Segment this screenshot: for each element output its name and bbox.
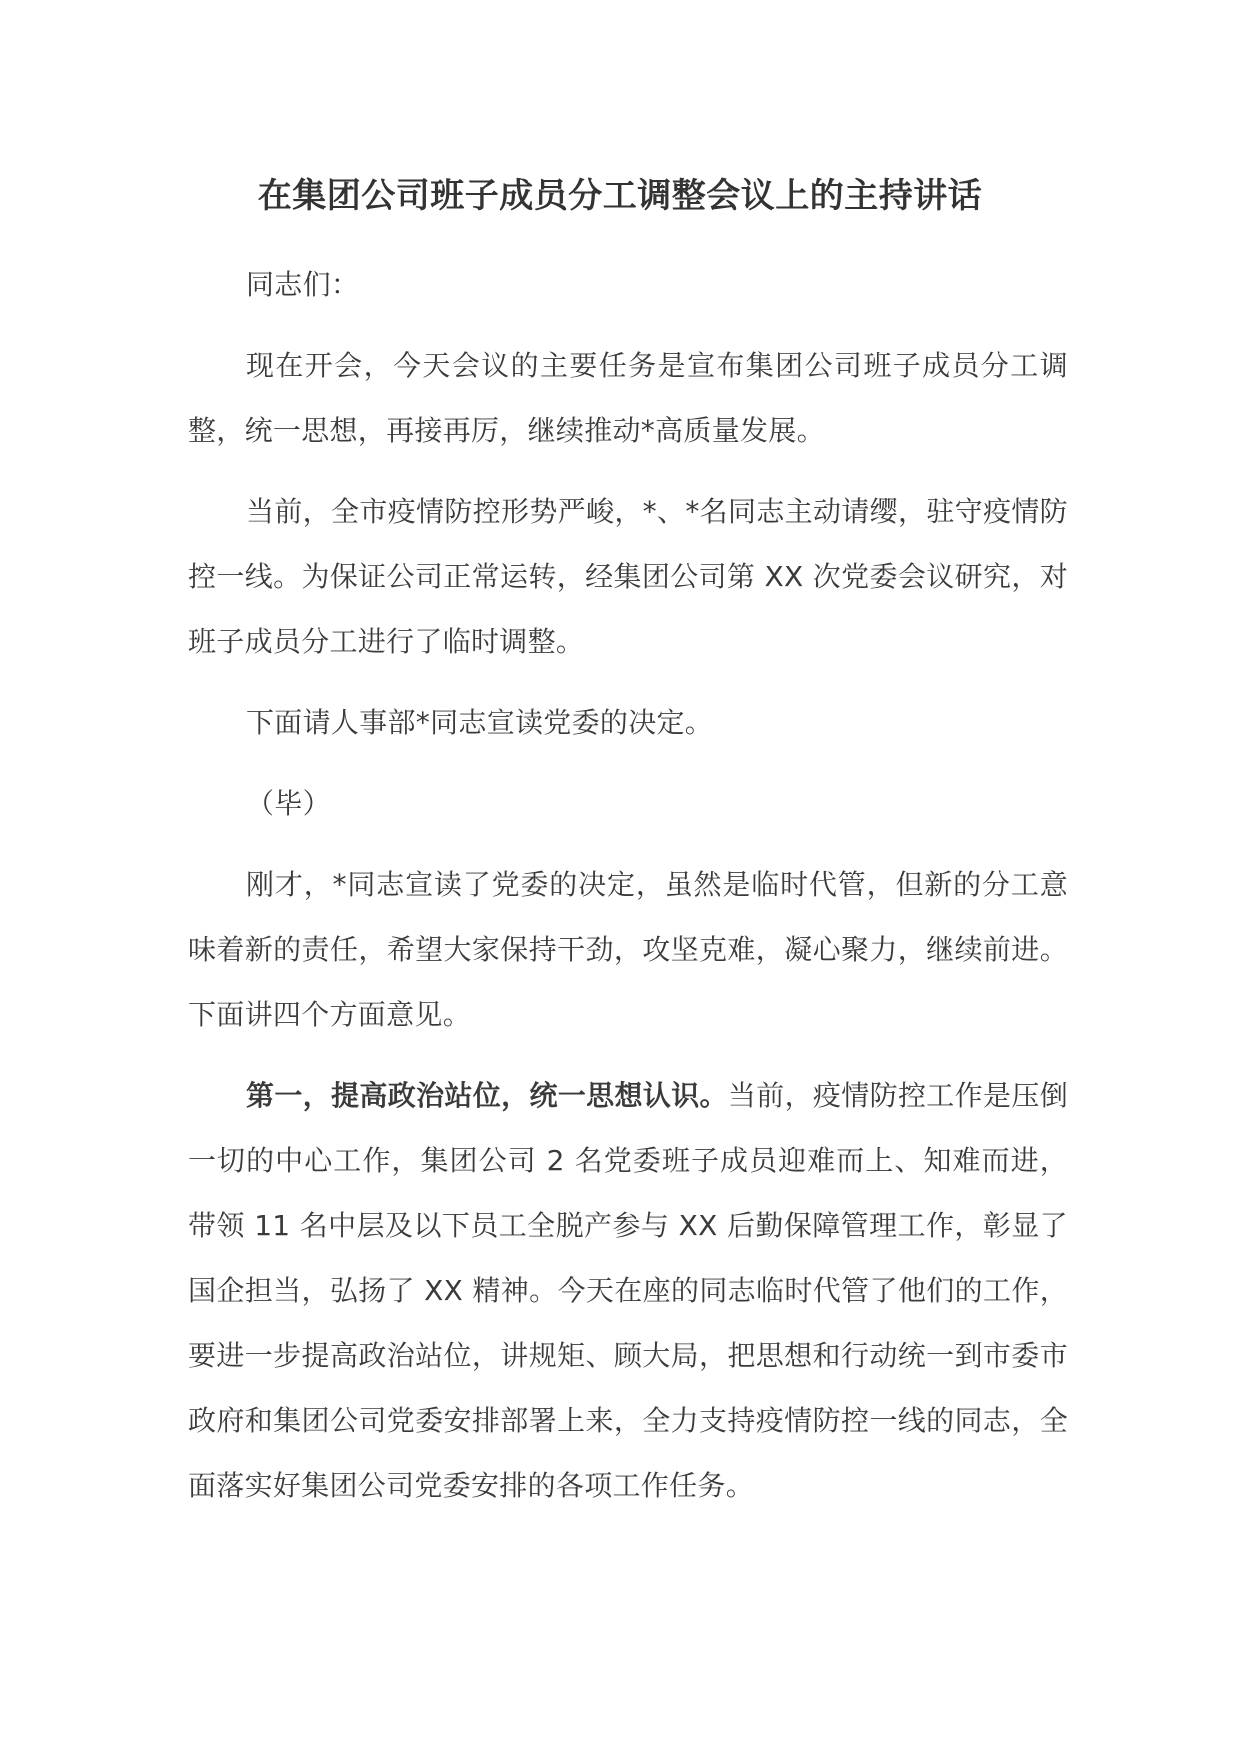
paragraph-background <box>188 479 1068 674</box>
paragraph-text: （毕） <box>246 787 331 820</box>
paragraph-opening <box>188 333 1068 463</box>
document-title: 在集团公司班子成员分工调整会议上的主持讲话 <box>257 176 983 216</box>
paragraph-point-one <box>188 1063 1068 1518</box>
paragraph-text: 同志们： <box>246 268 360 301</box>
paragraph-text: 当前，全市疫情防控形势严峻，*、*名同志主动请缨，驻守疫情防控一线。为保证公司正常运转，经集团公司第 XX 次党委会议研究，对班子成员分工进行了临时调整。 <box>188 495 1068 658</box>
paragraph-text: 当前，疫情防控工作是压倒一切的中心工作，集团公司 2 名党委班子成员迎难而上、知难而进，带领 11 名中层及以下员工全脱产参与 XX 后勤保障管理工作，彰显了国企担当，弘扬了 XX 精神。今天在座的同志临时代管了他们的工作，要进一步提高政治站位，讲规矩、顾大局，把思想和行动统一到市委市政府和集团公司党委安排部署上来，全力支持疫情防控一线的同志，全面落实好集团公司党委安排的各项工作任务。 <box>188 1079 1068 1502</box>
paragraph-lead: 第一，提高政治站位，统一思想认识。 <box>246 1079 728 1112</box>
document-body <box>188 252 1068 1534</box>
paragraph-text: 刚才，*同志宣读了党委的决定，虽然是临时代管，但新的分工意味着新的责任，希望大家保持干劲，攻坚克难，凝心聚力，继续前进。下面讲四个方面意见。 <box>188 868 1068 1031</box>
paragraph-announcement <box>188 690 1068 755</box>
paragraph-remarks <box>188 852 1068 1047</box>
paragraph-text: 下面请人事部*同志宣读党委的决定。 <box>246 706 714 739</box>
paragraph-end-mark <box>188 771 1068 836</box>
paragraph-greeting <box>188 252 1068 317</box>
paragraph-text: 现在开会，今天会议的主要任务是宣布集团公司班子成员分工调整，统一思想，再接再厉，继续推动*高质量发展。 <box>188 349 1068 447</box>
